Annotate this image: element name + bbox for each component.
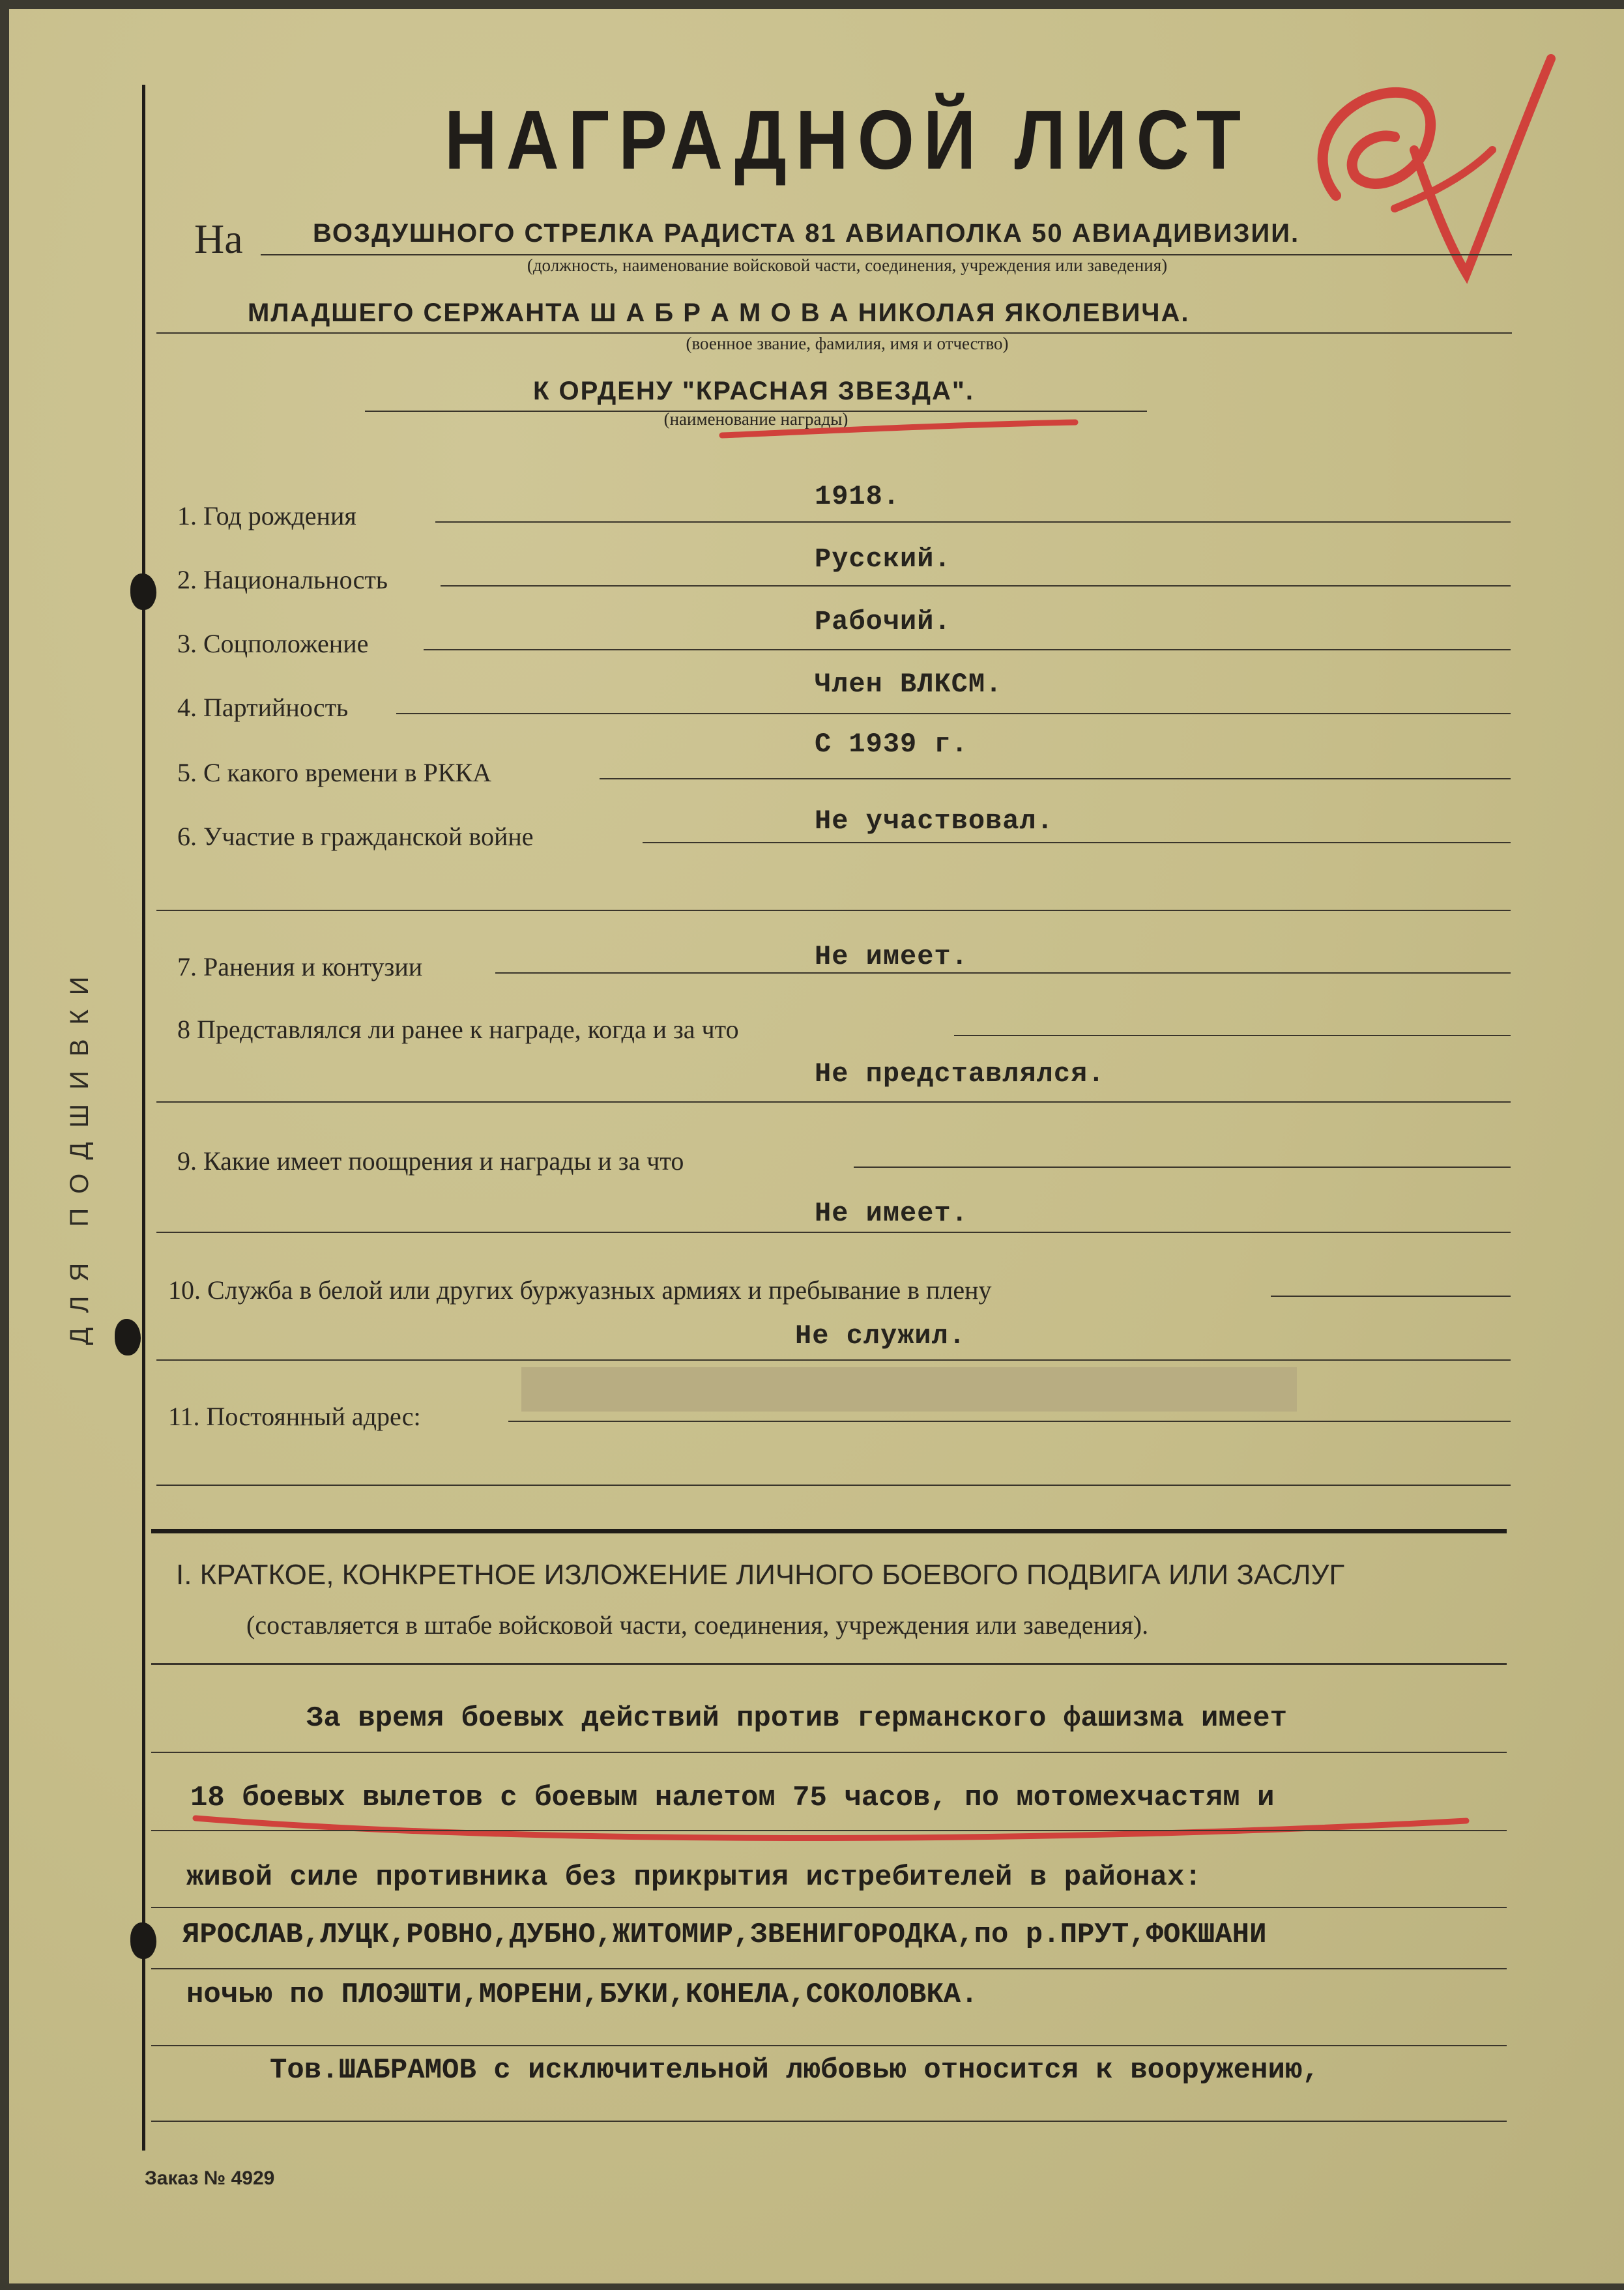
narrative-rule bbox=[151, 1830, 1507, 1831]
page-title: НАГРАДНОЙ ЛИСТ bbox=[444, 93, 1251, 187]
punch-hole-icon bbox=[130, 1922, 156, 1959]
section-subheading: (составляется в штабе войсковой части, соединения, учреждения или заведения). bbox=[246, 1610, 1149, 1640]
narrative-rule bbox=[151, 1907, 1507, 1908]
redacted-address bbox=[521, 1367, 1297, 1412]
field-underline bbox=[508, 1421, 1511, 1422]
scan-edge-top bbox=[0, 0, 1624, 9]
field-label-social-status: 3. Соцположение bbox=[177, 629, 369, 658]
section-divider bbox=[151, 1529, 1507, 1533]
narrative-rule bbox=[151, 1968, 1507, 1969]
field-underline bbox=[1271, 1296, 1511, 1297]
field-underline bbox=[424, 649, 1511, 650]
field-label-address: 11. Постоянный адрес: bbox=[168, 1402, 421, 1431]
position-value: ВОЗДУШНОГО СТРЕЛКА РАДИСТА 81 АВИАПОЛКА 50 АВИАДИВИЗИИ. bbox=[313, 219, 1300, 248]
field-label-birth-year: 1. Год рождения bbox=[177, 501, 356, 530]
name-value: МЛАДШЕГО СЕРЖАНТА Ш А Б Р А М О В А НИКОЛАЯ ЯКОЛЕВИЧА. bbox=[248, 298, 1190, 327]
narrative-line: ночью по ПЛОЭШТИ,МОРЕНИ,БУКИ,КОНЕЛА,СОКОЛОВКА. bbox=[186, 1978, 978, 2011]
field-value-white-army: Не служил. bbox=[795, 1320, 966, 1352]
field-underline bbox=[495, 972, 1511, 974]
field-underline bbox=[396, 713, 1511, 714]
field-continuation-line bbox=[156, 1485, 1511, 1486]
field-continuation-line bbox=[156, 1101, 1511, 1103]
section-rule bbox=[151, 1663, 1507, 1665]
field-label-party: 4. Партийность bbox=[177, 693, 349, 722]
narrative-rule bbox=[151, 2121, 1507, 2122]
na-label: На bbox=[194, 216, 243, 262]
binding-note: ДЛЯ ПОДШИВКИ bbox=[65, 962, 94, 1345]
field-underline bbox=[854, 1167, 1511, 1168]
field-label-civil-war: 6. Участие в гражданской войне bbox=[177, 822, 534, 851]
narrative-line: ЯРОСЛАВ,ЛУЦК,РОВНО,ДУБНО,ЖИТОМИР,ЗВЕНИГОРОДКА,по р.ПРУТ,ФОКШАНИ bbox=[182, 1919, 1267, 1951]
red-underline-icon bbox=[189, 1805, 1473, 1851]
narrative-rule bbox=[151, 1752, 1507, 1753]
field-label-white-army: 10. Служба в белой или других буржуазных армиях и пребывание в плену bbox=[168, 1275, 992, 1305]
field-label-nationality: 2. Национальность bbox=[177, 565, 388, 594]
field-value-nationality: Русский. bbox=[815, 544, 951, 575]
scan-edge-left bbox=[0, 0, 9, 2290]
field-continuation-line bbox=[156, 910, 1511, 911]
field-label-rkka-since: 5. С какого времени в РККА bbox=[177, 758, 491, 787]
narrative-line: Тов.ШАБРАМОВ с исключительной любовью относится к вооружению, bbox=[270, 2054, 1320, 2087]
field-value-rkka-since: С 1939 г. bbox=[815, 729, 968, 760]
field-value-party: Член ВЛКСМ. bbox=[815, 669, 1003, 700]
field-label-commendations: 9. Какие имеет поощрения и награды и за что bbox=[177, 1146, 684, 1176]
binding-margin-line bbox=[142, 85, 145, 2151]
red-underline-icon bbox=[717, 417, 1082, 443]
punch-hole-icon bbox=[130, 573, 156, 610]
scan-edge-bottom bbox=[0, 2283, 1624, 2290]
narrative-line: 18 боевых вылетов с боевым налетом 75 часов, по мотомехчастям и bbox=[190, 1782, 1275, 1814]
narrative-line: живой силе противника без прикрытия истребителей в районах: bbox=[186, 1861, 1202, 1894]
field-value-civil-war: Не участвовал. bbox=[815, 805, 1054, 837]
section-heading: I. КРАТКОЕ, КОНКРЕТНОЕ ИЗЛОЖЕНИЕ ЛИЧНОГО БОЕВОГО ПОДВИГА ИЛИ ЗАСЛУГ bbox=[176, 1559, 1345, 1591]
field-value-commendations: Не имеет. bbox=[815, 1198, 968, 1229]
field-value-wounds: Не имеет. bbox=[815, 941, 968, 972]
field-underline bbox=[600, 778, 1511, 779]
name-caption: (военное звание, фамилия, имя и отчество) bbox=[686, 334, 1009, 353]
narrative-rule bbox=[151, 2045, 1507, 2046]
field-continuation-line bbox=[156, 1359, 1511, 1361]
award-value: К ОРДЕНУ "КРАСНАЯ ЗВЕЗДА". bbox=[533, 377, 974, 405]
field-label-previous-awards: 8 Представлялся ли ранее к награде, когда и за что bbox=[177, 1015, 739, 1044]
field-underline bbox=[435, 521, 1511, 523]
award-caption: (наименование награды) bbox=[663, 409, 848, 429]
field-value-birth-year: 1918. bbox=[815, 481, 901, 512]
position-caption: (должность, наименование войсковой части, соединения, учреждения или заведения) bbox=[527, 255, 1168, 275]
field-continuation-line bbox=[156, 1232, 1511, 1233]
narrative-line: За время боевых действий против германского фашизма имеет bbox=[306, 1702, 1288, 1735]
field-value-social-status: Рабочий. bbox=[815, 606, 951, 637]
order-number: Заказ № 4929 bbox=[145, 2167, 275, 2189]
field-underline bbox=[643, 842, 1511, 843]
field-underline bbox=[954, 1035, 1511, 1036]
field-underline bbox=[441, 585, 1511, 587]
field-value-previous-awards: Не представлялся. bbox=[815, 1058, 1105, 1090]
punch-hole-icon bbox=[115, 1319, 141, 1355]
field-label-wounds: 7. Ранения и контузии bbox=[177, 952, 423, 981]
